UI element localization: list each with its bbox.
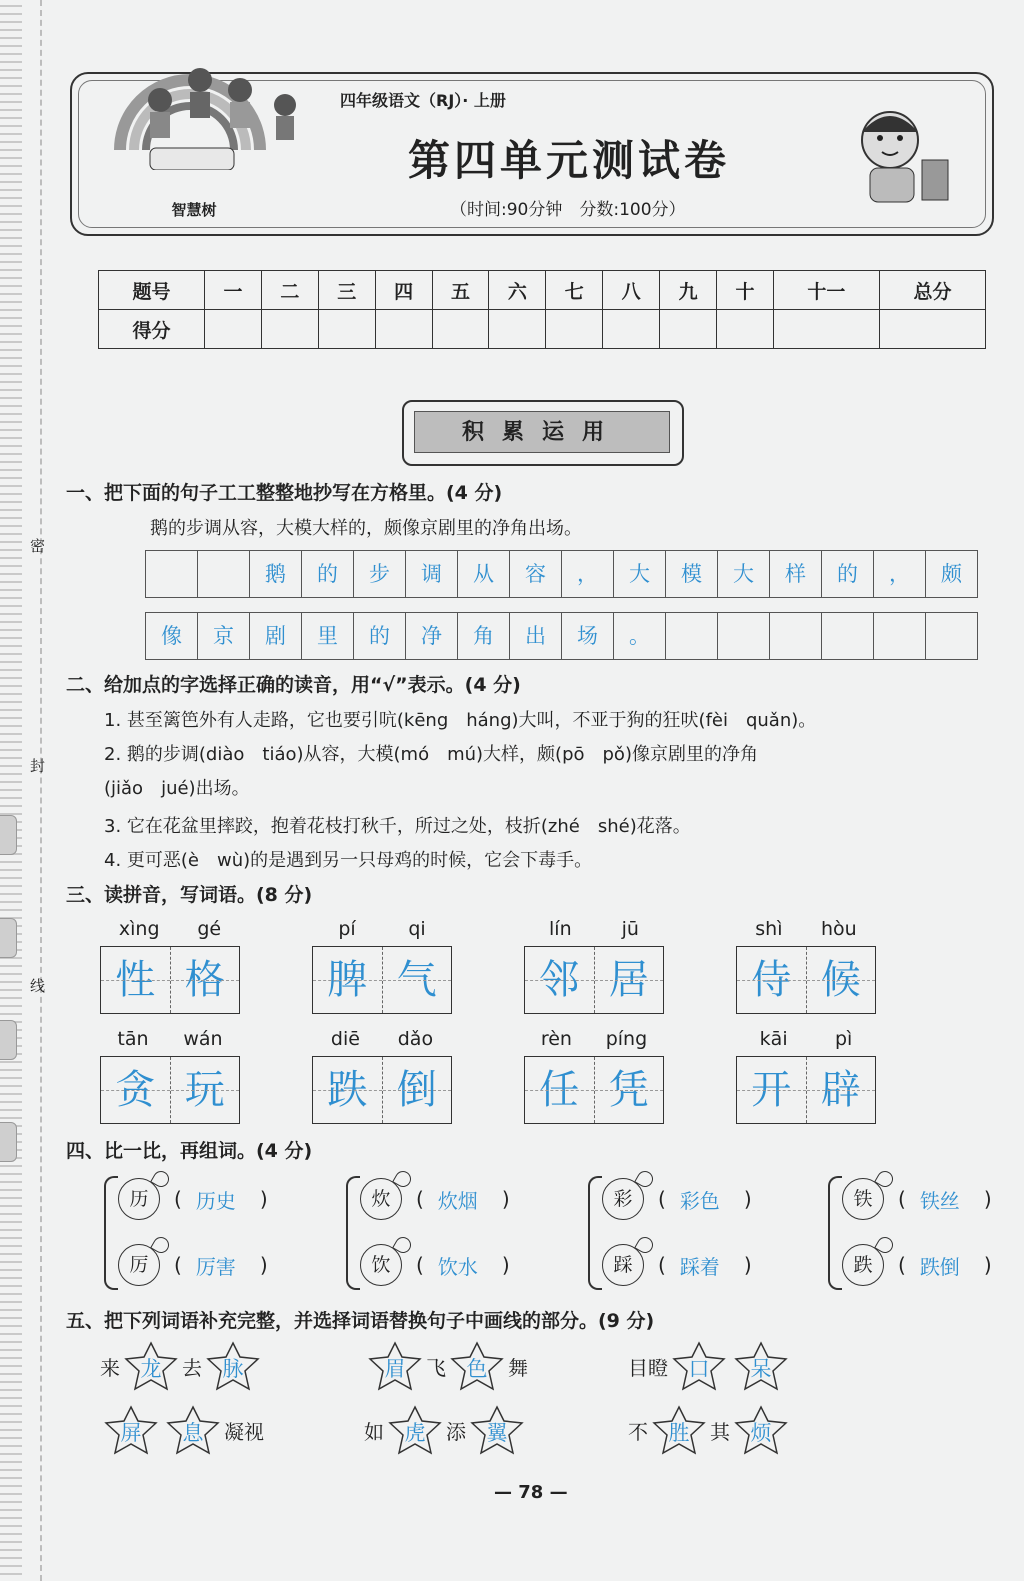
pinyin-row [312, 918, 452, 946]
grid-cell[interactable] [769, 612, 822, 660]
copy-grid-row-1 [146, 550, 978, 598]
grid-cell[interactable]: ， [561, 550, 614, 598]
flower-blank[interactable] [468, 1404, 526, 1456]
circled-character: 踩 [602, 1244, 644, 1286]
grid-cell[interactable] [821, 612, 874, 660]
tianzi-grid[interactable] [524, 946, 664, 1014]
binding-tab [0, 918, 17, 958]
grid-cell[interactable]: 鹅 [249, 550, 302, 598]
flower-answer: 眉 [384, 1357, 406, 1381]
answer-character: 气 [383, 947, 452, 1013]
pinyin-word-box [312, 918, 452, 1014]
circled-character: 炊 [360, 1178, 402, 1220]
pinyin-syllable: dǎo [397, 1028, 434, 1050]
flower-answer: 龙 [140, 1357, 162, 1381]
table-cell: 八 [603, 271, 660, 310]
brace [104, 1176, 118, 1290]
grid-cell[interactable]: 大 [717, 550, 770, 598]
idiom-mei-fei-se-wu [364, 1340, 528, 1392]
word-answer[interactable]: 铁丝 [919, 1188, 960, 1213]
grid-cell[interactable]: 样 [769, 550, 822, 598]
pinyin-syllable: tān [117, 1028, 149, 1050]
idiom-bu-sheng-qi-fan [628, 1404, 792, 1456]
idiom-char: 凝视 [224, 1419, 264, 1444]
flower-blank[interactable] [366, 1340, 424, 1392]
answer-character: 性 [101, 947, 171, 1013]
idiom-char: 如 [364, 1419, 384, 1444]
score-input-cell[interactable] [205, 310, 262, 349]
table-cell: 六 [489, 271, 546, 310]
grid-cell[interactable]: 京 [197, 612, 250, 660]
pinyin-word-box [100, 918, 240, 1014]
pinyin-word-box [736, 1028, 876, 1124]
answer-character: 格 [171, 947, 240, 1013]
answer-character: 辟 [807, 1057, 876, 1123]
flower-answer: 口 [688, 1357, 710, 1381]
grid-cell[interactable]: 角 [457, 612, 510, 660]
grid-cell[interactable] [665, 612, 718, 660]
grid-cell[interactable]: 剧 [249, 612, 302, 660]
idiom-char: 来 [100, 1355, 120, 1380]
flower-answer: 息 [182, 1421, 204, 1445]
grid-cell[interactable] [197, 550, 250, 598]
score-input-cell[interactable] [432, 310, 489, 349]
table-cell: 九 [660, 271, 717, 310]
compare-row [118, 1178, 268, 1220]
paren-close: ) [983, 1187, 992, 1211]
pinyin-row [100, 1028, 240, 1056]
score-table-header-row [99, 271, 986, 310]
flower-answer: 脉 [222, 1357, 244, 1381]
paren-open: ( [658, 1253, 666, 1277]
answer-character: 任 [525, 1057, 595, 1123]
pinyin-syllable: lín [549, 918, 572, 940]
grid-cell[interactable] [145, 550, 198, 598]
pinyin-syllable: jū [621, 918, 639, 940]
grid-cell[interactable]: 大 [613, 550, 666, 598]
pinyin-syllable: gé [197, 918, 222, 940]
word-answer[interactable]: 厉害 [195, 1254, 236, 1279]
table-cell: 题号 [99, 271, 205, 310]
idiom-char: 飞 [426, 1355, 446, 1380]
grid-cell[interactable] [925, 612, 978, 660]
tianzi-grid[interactable] [100, 1056, 240, 1124]
binding-tab [0, 1122, 17, 1162]
compare-group [828, 1170, 1024, 1290]
pinyin-syllable: rèn [540, 1028, 572, 1050]
paren-open: ( [174, 1187, 182, 1211]
paren-open: ( [174, 1253, 182, 1277]
grid-cell[interactable] [717, 612, 770, 660]
idiom-bing-xi-ning-shi [100, 1404, 264, 1456]
grid-cell[interactable]: 出 [509, 612, 562, 660]
tianzi-grid[interactable] [736, 946, 876, 1014]
rainbow-kids-illustration [50, 20, 310, 170]
idiom-char: 添 [446, 1419, 466, 1444]
answer-character: 开 [737, 1057, 807, 1123]
circled-character: 饮 [360, 1244, 402, 1286]
page-number: — 78 — [494, 1482, 568, 1503]
grid-cell[interactable]: 颇 [925, 550, 978, 598]
answer-character: 侍 [737, 947, 807, 1013]
table-cell: 得分 [99, 310, 205, 349]
word-answer[interactable]: 踩着 [679, 1254, 720, 1279]
flower-blank[interactable] [204, 1340, 262, 1392]
logo-text: 智慧树 [171, 201, 217, 219]
grid-cell[interactable]: 里 [301, 612, 354, 660]
brace [346, 1176, 360, 1290]
word-answer[interactable]: 炊烟 [437, 1188, 478, 1213]
compare-group [346, 1170, 566, 1290]
grid-cell[interactable]: 的 [821, 550, 874, 598]
q2-line-4: 3. 它在花盆里摔跤，抱着花枝打秋千，所过之处，枝折(zhé shé)花落。 [104, 816, 691, 837]
table-cell: 七 [546, 271, 603, 310]
score-input-cell[interactable] [879, 310, 985, 349]
compare-group [588, 1170, 808, 1290]
answer-character: 跌 [313, 1057, 383, 1123]
idiom-ru-hu-tian-yi [364, 1404, 528, 1456]
pinyin-word-box [524, 1028, 664, 1124]
paren-close: ) [743, 1253, 752, 1277]
paren-close: ) [743, 1187, 752, 1211]
answer-character: 贪 [101, 1057, 171, 1123]
pinyin-word-box [312, 1028, 452, 1124]
compare-group [104, 1170, 324, 1290]
paren-open: ( [898, 1187, 906, 1211]
flower-blank[interactable] [448, 1340, 506, 1392]
pinyin-syllable: pí [338, 918, 356, 940]
q2-title: 二、给加点的字选择正确的读音，用“√”表示。(4 分) [66, 674, 521, 696]
brace [588, 1176, 602, 1290]
q2-line-2: 2. 鹅的步调(diào tiáo)从容，大模(mó mú)大样，颇(pō pǒ)像京剧里的净角 [104, 744, 758, 765]
tianzi-grid[interactable] [736, 1056, 876, 1124]
tianzi-grid[interactable] [100, 946, 240, 1014]
score-input-cell[interactable] [660, 310, 717, 349]
grid-cell[interactable]: 从 [457, 550, 510, 598]
score-table-score-row [99, 310, 986, 349]
binding-strip [0, 0, 22, 1581]
tianzi-grid[interactable] [312, 946, 452, 1014]
binding-tab [0, 815, 17, 855]
binding-tab [0, 1020, 17, 1060]
pinyin-syllable: diē [330, 1028, 360, 1050]
pinyin-syllable: wán [183, 1028, 223, 1050]
circled-character: 彩 [602, 1178, 644, 1220]
pinyin-syllable: shì [755, 918, 783, 940]
grid-cell[interactable]: 的 [301, 550, 354, 598]
paren-open: ( [416, 1253, 424, 1277]
table-cell: 五 [432, 271, 489, 310]
score-table [98, 270, 986, 349]
score-input-cell[interactable] [318, 310, 375, 349]
answer-character: 居 [595, 947, 664, 1013]
pinyin-syllable: pì [834, 1028, 853, 1050]
seal-line [40, 0, 42, 1581]
flower-blank[interactable] [386, 1404, 444, 1456]
pinyin-row [524, 918, 664, 946]
word-answer[interactable]: 饮水 [437, 1254, 478, 1279]
compare-row [842, 1244, 992, 1286]
idiom-lai-long-qu-mai [100, 1340, 264, 1392]
grid-cell[interactable]: 容 [509, 550, 562, 598]
side-word-feng: 封 [30, 757, 46, 775]
paren-open: ( [898, 1253, 906, 1277]
flower-blank[interactable] [732, 1340, 790, 1392]
compare-row [360, 1244, 510, 1286]
table-cell: 四 [375, 271, 432, 310]
word-answer[interactable]: 彩色 [679, 1188, 720, 1213]
brace [828, 1176, 842, 1290]
flower-answer: 翼 [486, 1421, 508, 1445]
q2-line-5: 4. 更可恶(è wù)的是遇到另一只母鸡的时候，它会下毒手。 [104, 850, 593, 871]
circled-character: 铁 [842, 1178, 884, 1220]
q2-line-1: 1. 甚至篱笆外有人走路，它也要引吭(kēng háng)大叫，不亚于狗的狂吠(fèi quǎn)。 [104, 710, 817, 731]
paren-close: ) [983, 1253, 992, 1277]
grid-cell[interactable]: 像 [145, 612, 198, 660]
flower-answer: 呆 [750, 1357, 772, 1381]
side-word-mi: 密 [30, 537, 46, 555]
pinyin-row [312, 1028, 452, 1056]
score-input-cell[interactable] [375, 310, 432, 349]
pinyin-syllable: píng [605, 1028, 648, 1050]
pinyin-word-box [524, 918, 664, 1014]
q4-title: 四、比一比，再组词。(4 分) [66, 1140, 313, 1162]
q1-sentence: 鹅的步调从容，大模大样的，颇像京剧里的净角出场。 [150, 518, 582, 539]
pinyin-row [100, 918, 240, 946]
circled-character: 厉 [118, 1244, 160, 1286]
score-input-cell[interactable] [546, 310, 603, 349]
flower-blank[interactable] [102, 1404, 160, 1456]
flower-answer: 胜 [668, 1421, 690, 1445]
table-cell: 二 [261, 271, 318, 310]
idiom-mu-deng-kou-dai [628, 1340, 792, 1392]
pinyin-syllable: hòu [821, 918, 857, 940]
circled-character: 历 [118, 1178, 160, 1220]
idiom-char: 舞 [508, 1355, 528, 1380]
word-answer[interactable]: 跌倒 [919, 1254, 960, 1279]
subject-label: 四年级语文（RJ）· 上册 [340, 91, 506, 110]
q1-title: 一、把下面的句子工工整整地抄写在方格里。(4 分) [66, 482, 503, 504]
paren-close: ) [501, 1253, 510, 1277]
grid-cell[interactable]: 。 [613, 612, 666, 660]
pinyin-row [736, 1028, 876, 1056]
circled-character: 跌 [842, 1244, 884, 1286]
flower-blank[interactable] [670, 1340, 728, 1392]
score-input-cell[interactable] [717, 310, 774, 349]
paren-open: ( [658, 1187, 666, 1211]
pinyin-row [524, 1028, 664, 1056]
score-input-cell[interactable] [261, 310, 318, 349]
compare-row [602, 1244, 752, 1286]
score-input-cell[interactable] [773, 310, 879, 349]
copy-grid-row-2 [146, 612, 978, 660]
answer-character: 玩 [171, 1057, 240, 1123]
page-title: 第四单元测试卷 [408, 136, 731, 185]
score-input-cell[interactable] [603, 310, 660, 349]
q5-title: 五、把下列词语补充完整，并选择词语替换句子中画线的部分。(9 分) [66, 1310, 655, 1332]
idiom-char: 去 [182, 1355, 202, 1380]
pinyin-syllable: kāi [759, 1028, 788, 1050]
q2-line-3: (jiǎo jué)出场。 [104, 778, 250, 799]
table-cell: 十一 [773, 271, 879, 310]
flower-answer: 虎 [404, 1421, 426, 1445]
paren-close: ) [501, 1187, 510, 1211]
q3-title: 三、读拼音，写词语。(8 分) [66, 884, 313, 906]
compare-row [842, 1178, 992, 1220]
grid-cell[interactable]: 场 [561, 612, 614, 660]
idiom-char: 目瞪 [628, 1355, 668, 1380]
grid-cell[interactable]: 步 [353, 550, 406, 598]
answer-character: 候 [807, 947, 876, 1013]
section-banner [402, 400, 684, 466]
table-cell: 十 [717, 271, 774, 310]
flower-blank[interactable] [122, 1340, 180, 1392]
table-cell: 一 [205, 271, 262, 310]
answer-character: 凭 [595, 1057, 664, 1123]
section-banner-label: 积累运用 [414, 411, 670, 453]
grid-cell[interactable]: ， [873, 550, 926, 598]
pinyin-word-box [736, 918, 876, 1014]
flower-blank[interactable] [164, 1404, 222, 1456]
tianzi-grid[interactable] [312, 1056, 452, 1124]
paren-open: ( [416, 1187, 424, 1211]
pinyin-row [736, 918, 876, 946]
time-score-info: （时间:90分钟 分数:100分） [450, 200, 686, 220]
paren-close: ) [259, 1253, 268, 1277]
word-answer[interactable]: 历史 [195, 1188, 236, 1213]
compare-row [360, 1178, 510, 1220]
flower-blank[interactable] [732, 1404, 790, 1456]
flower-answer: 烦 [750, 1421, 772, 1445]
compare-row [118, 1244, 268, 1286]
tianzi-grid[interactable] [524, 1056, 664, 1124]
pinyin-word-box [100, 1028, 240, 1124]
answer-character: 邻 [525, 947, 595, 1013]
girl-illustration [840, 100, 960, 210]
idiom-char: 不 [628, 1419, 648, 1444]
grid-cell[interactable]: 的 [353, 612, 406, 660]
grid-cell[interactable]: 模 [665, 550, 718, 598]
table-cell: 总分 [879, 271, 985, 310]
pinyin-syllable: qi [408, 918, 426, 940]
compare-row [602, 1178, 752, 1220]
flower-answer: 屏 [120, 1421, 142, 1445]
flower-blank[interactable] [650, 1404, 708, 1456]
flower-answer: 色 [466, 1357, 488, 1381]
paren-close: ) [259, 1187, 268, 1211]
table-cell: 三 [318, 271, 375, 310]
score-input-cell[interactable] [489, 310, 546, 349]
grid-cell[interactable] [873, 612, 926, 660]
grid-cell[interactable]: 调 [405, 550, 458, 598]
grid-cell[interactable]: 净 [405, 612, 458, 660]
pinyin-syllable: xìng [118, 918, 160, 940]
answer-character: 脾 [313, 947, 383, 1013]
side-word-xian: 线 [30, 977, 46, 995]
idiom-char: 其 [710, 1419, 730, 1444]
answer-character: 倒 [383, 1057, 452, 1123]
